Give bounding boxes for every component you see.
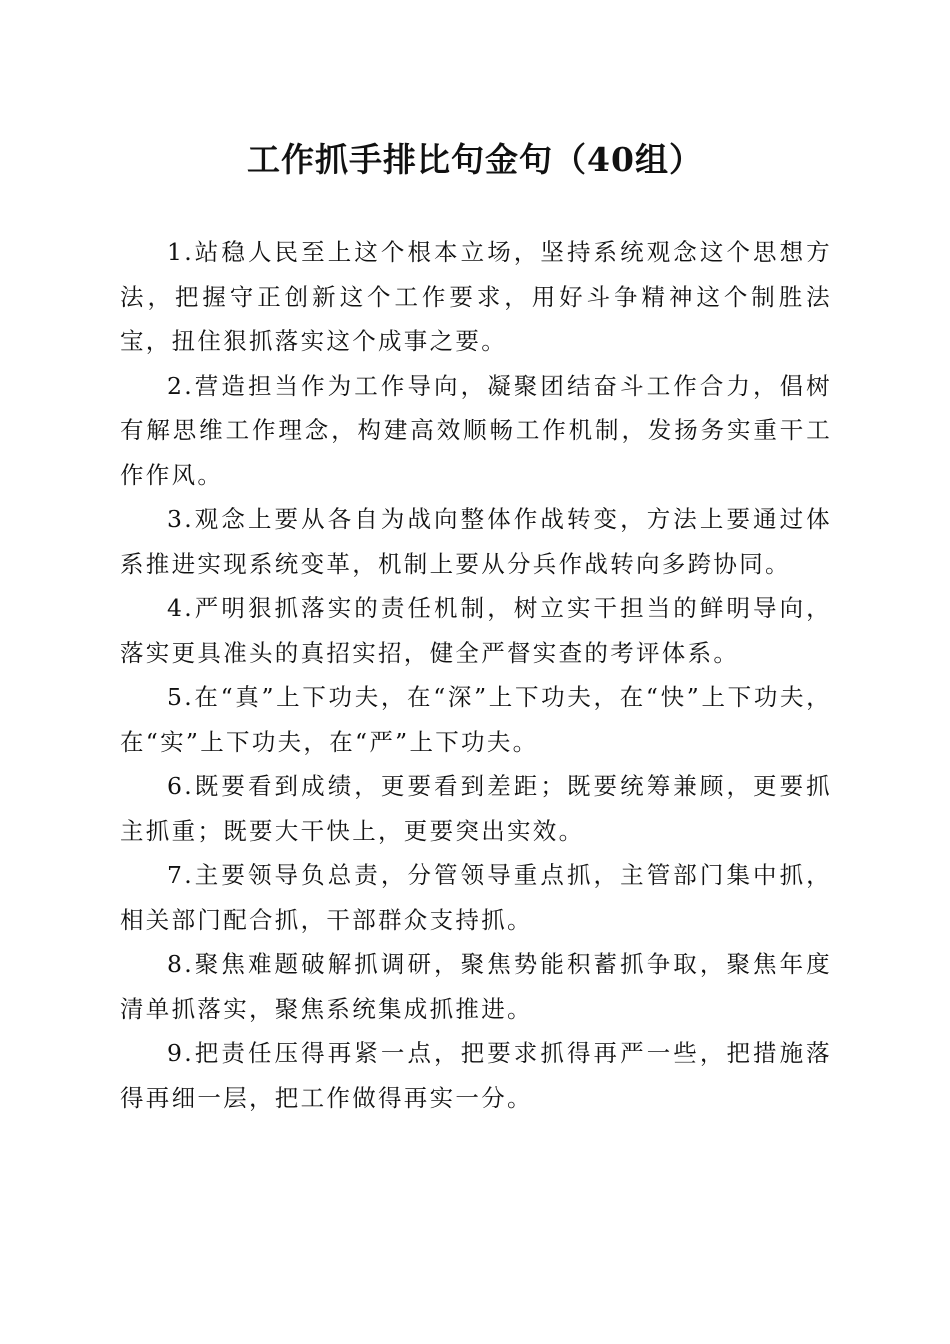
list-item: 2.营造担当作为工作导向，凝聚团结奋斗工作合力，倡树有解思维工作理念，构建高效顺畅工作机制，发扬务实重干工作作风。 bbox=[120, 371, 832, 489]
list-item: 1.站稳人民至上这个根本立场，坚持系统观念这个思想方法，把握守正创新这个工作要求，用好斗争精神这个制胜法宝，扭住狠抓落实这个成事之要。 bbox=[120, 238, 832, 355]
list-item: 4.严明狠抓落实的责任机制，树立实干担当的鲜明导向，落实更具准头的真招实招，健全严督实查的考评体系。 bbox=[120, 594, 832, 667]
list-item: 3.观念上要从各自为战向整体作战转变，方法上要通过体系推进实现系统变革，机制上要从分兵作战转向多跨协同。 bbox=[120, 505, 832, 578]
list-item: 5.在“真”上下功夫，在“深”上下功夫，在“快”上下功夫，在“实”上下功夫，在“严”上下功夫。 bbox=[120, 683, 832, 756]
list-item: 7.主要领导负总责，分管领导重点抓，主管部门集中抓，相关部门配合抓，干部群众支持抓。 bbox=[120, 861, 832, 934]
document-title: 工作抓手排比句金句（40组） bbox=[247, 140, 703, 179]
list-item: 9.把责任压得再紧一点，把要求抓得再严一些，把措施落得再细一层，把工作做得再实一分。 bbox=[120, 1039, 832, 1112]
document-body bbox=[120, 230, 832, 1120]
list-item: 6.既要看到成绩，更要看到差距；既要统筹兼顾，更要抓主抓重；既要大干快上，更要突出实效。 bbox=[120, 772, 832, 845]
list-item: 8.聚焦难题破解抓调研，聚焦势能积蓄抓争取，聚焦年度清单抓落实，聚焦系统集成抓推进。 bbox=[120, 950, 832, 1023]
